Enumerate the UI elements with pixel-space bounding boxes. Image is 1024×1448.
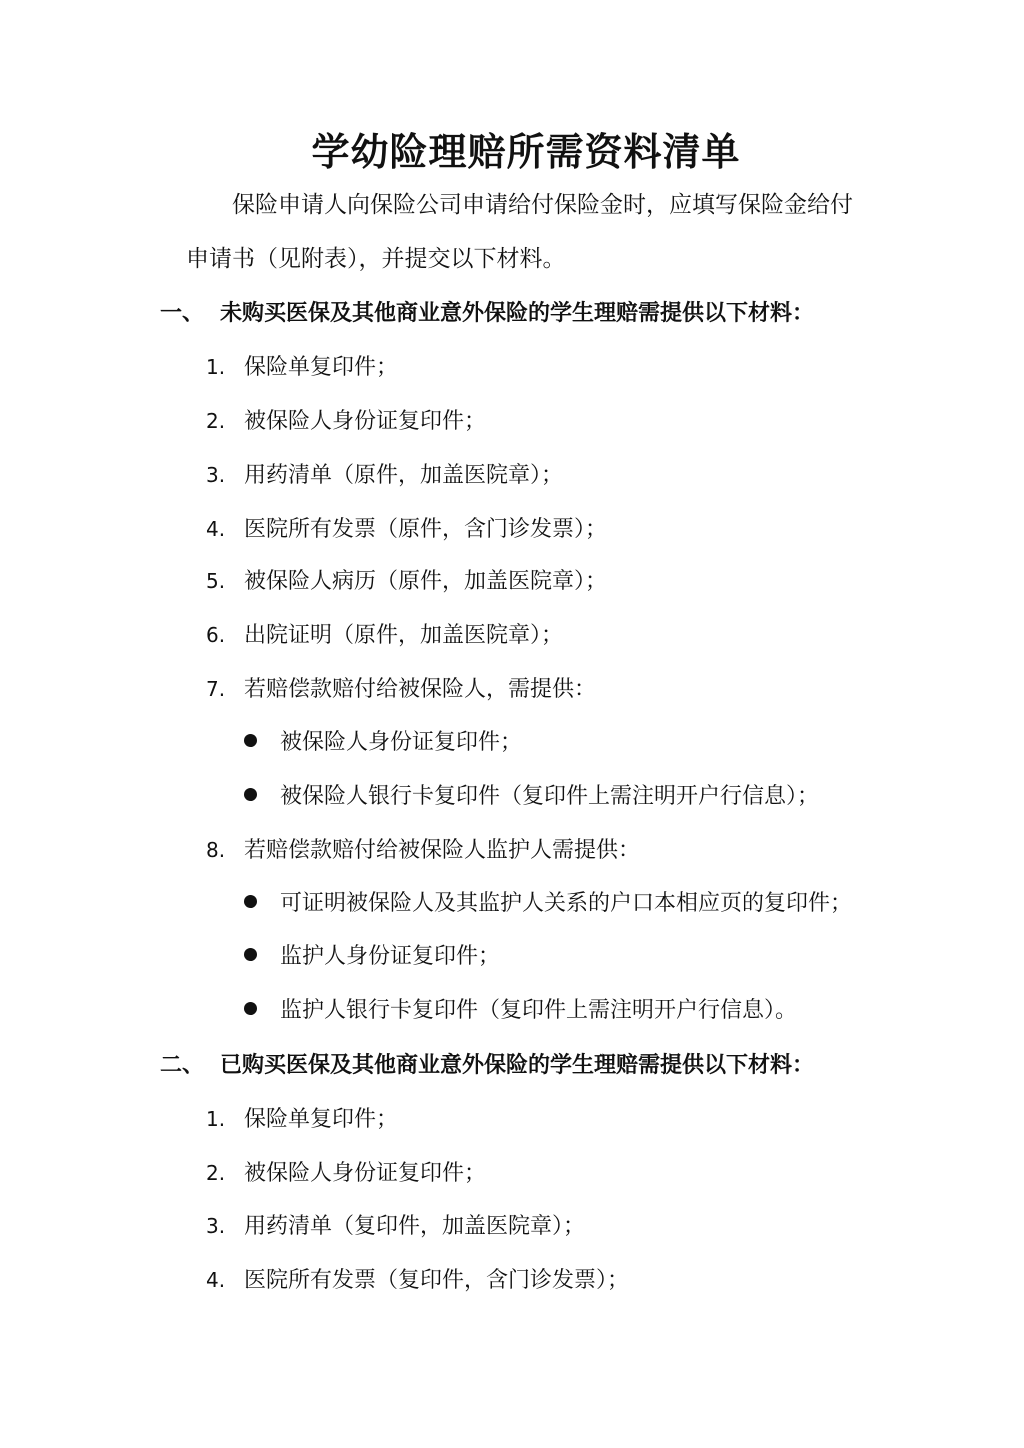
item-number: 8. (206, 838, 226, 862)
bullet-item (244, 889, 852, 919)
section-title: 未购买医保及其他商业意外保险的学生理赔需提供以下材料： (220, 300, 815, 326)
list-item (206, 352, 398, 383)
section-2-heading (160, 1050, 814, 1080)
item-text: 保险单复印件； (244, 355, 399, 380)
list-item (206, 460, 563, 491)
section-number: 一、 (160, 300, 205, 326)
item-number: 2. (206, 409, 226, 433)
bullet-dot-icon (244, 1002, 257, 1015)
item-text: 用药清单（复印件，加盖医院章）； (244, 1214, 586, 1239)
bullet-text: 监护人身份证复印件； (280, 944, 501, 969)
item-text: 若赔偿款赔付给被保险人监护人需提供： (244, 838, 641, 863)
bullet-text: 监护人银行卡复印件（复印件上需注明开户行信息）。 (280, 998, 798, 1023)
list-item (206, 514, 607, 545)
list-item (206, 1104, 398, 1135)
item-number: 4. (206, 517, 226, 541)
item-number: 1. (206, 355, 226, 379)
item-text: 保险单复印件； (244, 1107, 399, 1132)
list-item (206, 620, 563, 651)
bullet-text: 可证明被保险人及其监护人关系的户口本相应页的复印件； (280, 891, 853, 916)
list-item (206, 674, 596, 705)
item-number: 5. (206, 569, 226, 593)
bullet-text: 被保险人身份证复印件； (280, 730, 523, 755)
bullet-item (244, 996, 797, 1026)
item-text: 出院证明（原件，加盖医院章）； (244, 623, 564, 648)
document-title: 学幼险理赔所需资料清单 (311, 129, 741, 174)
section-1-heading (160, 298, 814, 328)
list-item (206, 1158, 486, 1189)
item-number: 7. (206, 677, 226, 701)
intro-line-2: 申请书（见附表），并提交以下材料。 (186, 246, 566, 272)
item-text: 医院所有发票（复印件，含门诊发票）； (244, 1268, 630, 1293)
item-text: 用药清单（原件，加盖医院章）； (244, 463, 564, 488)
item-text: 被保险人身份证复印件； (244, 1161, 487, 1186)
item-number: 1. (206, 1107, 226, 1131)
item-number: 4. (206, 1268, 226, 1292)
list-item (206, 406, 486, 437)
item-text: 被保险人身份证复印件； (244, 409, 487, 434)
item-number: 6. (206, 623, 226, 647)
list-item (206, 1211, 585, 1242)
bullet-item (244, 728, 522, 758)
bullet-dot-icon (244, 788, 257, 801)
bullet-dot-icon (244, 948, 257, 961)
list-item (206, 566, 607, 597)
section-title: 已购买医保及其他商业意外保险的学生理赔需提供以下材料： (220, 1052, 815, 1078)
item-text: 若赔偿款赔付给被保险人，需提供： (244, 677, 597, 702)
item-number: 2. (206, 1161, 226, 1185)
item-number: 3. (206, 1214, 226, 1238)
item-text: 被保险人病历（原件，加盖医院章）； (244, 569, 608, 594)
intro-line-1: 保险申请人向保险公司申请给付保险金时，应填写保险金给付 (232, 192, 853, 218)
item-number: 3. (206, 463, 226, 487)
item-text: 医院所有发票（原件，含门诊发票）； (244, 517, 608, 542)
bullet-dot-icon (244, 895, 257, 908)
list-item (206, 835, 640, 866)
bullet-dot-icon (244, 734, 257, 747)
bullet-text: 被保险人银行卡复印件（复印件上需注明开户行信息）； (280, 784, 820, 809)
section-number: 二、 (160, 1052, 205, 1078)
list-item (206, 1265, 629, 1296)
bullet-item (244, 942, 500, 972)
bullet-item (244, 782, 819, 812)
